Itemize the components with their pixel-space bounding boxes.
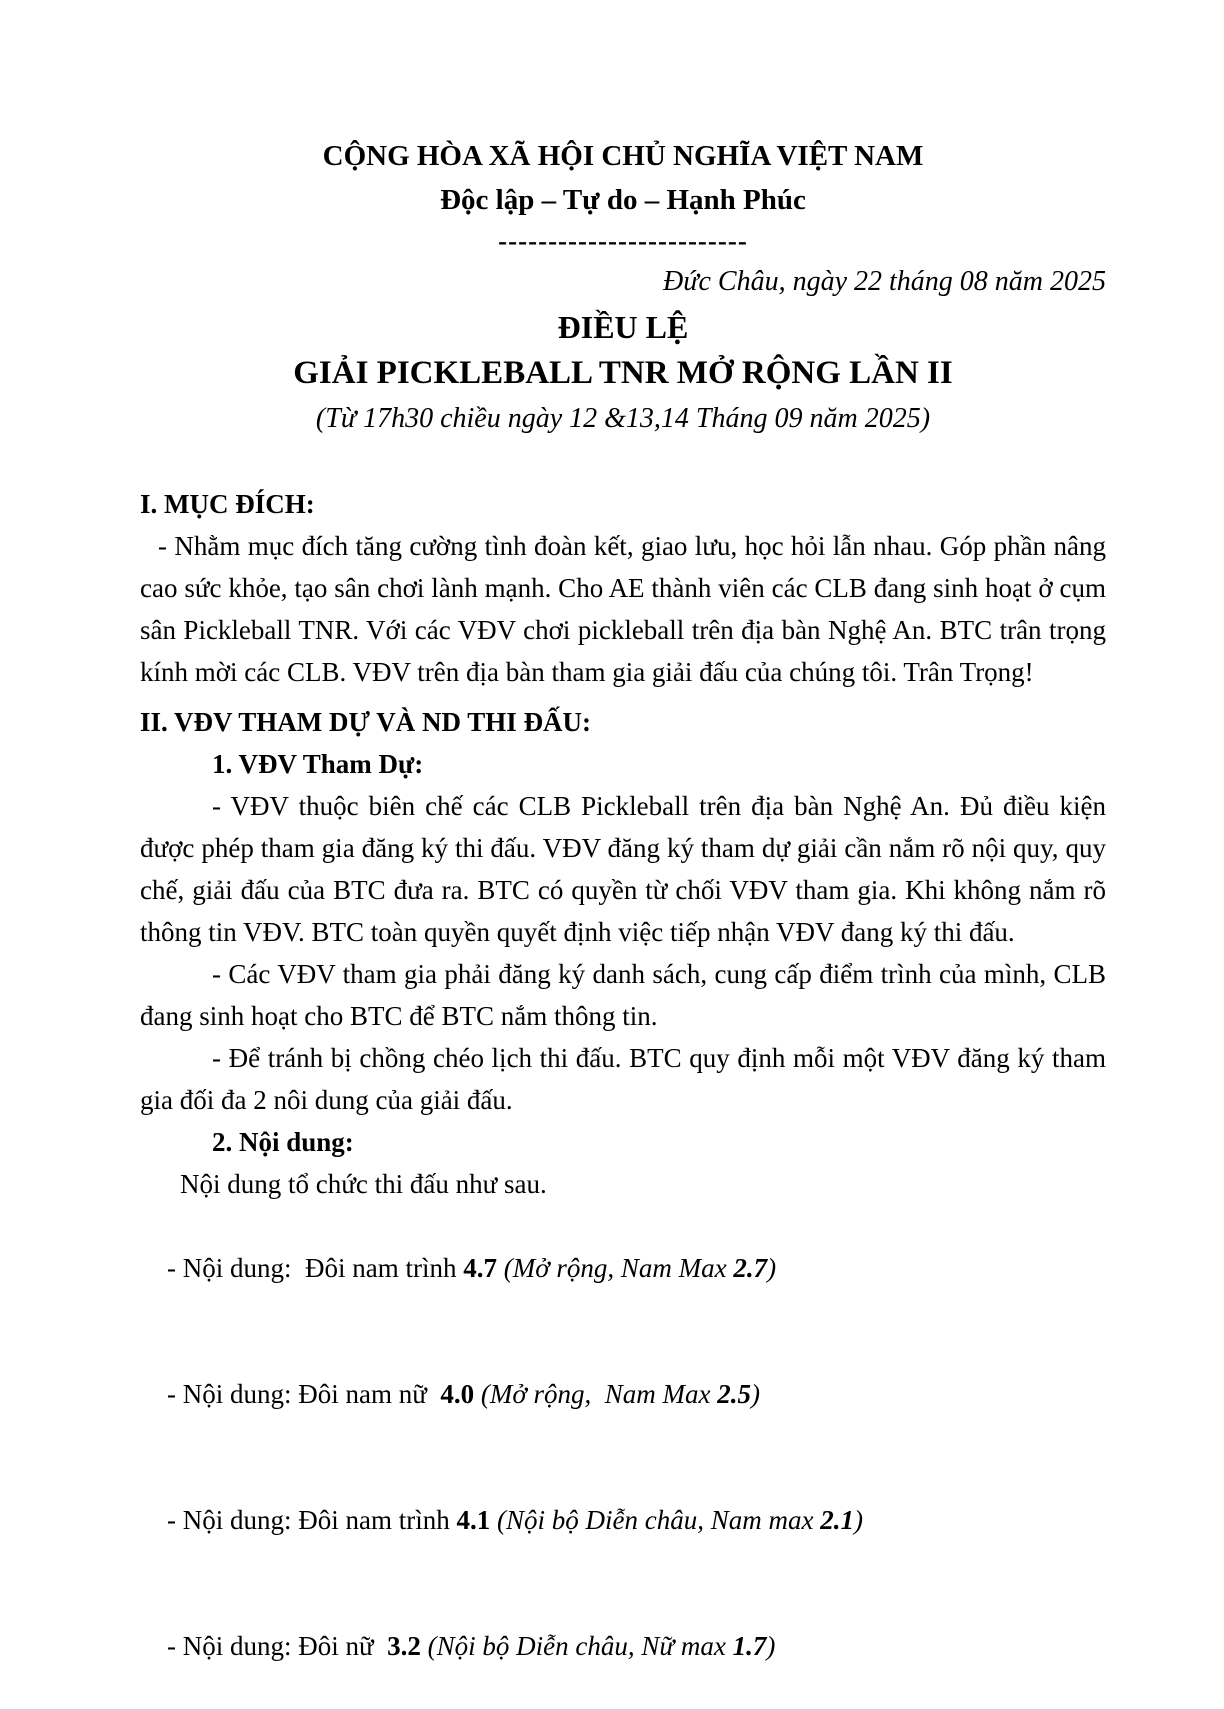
document-schedule-note: (Từ 17h30 chiều ngày 12 &13,14 Tháng 09 năm 2025) bbox=[315, 403, 931, 434]
item-note-text: (Mở rộng, Nam Max bbox=[474, 1379, 718, 1409]
item-note-max-value: 1.7 bbox=[732, 1631, 767, 1661]
content-item-women-doubles-32 bbox=[140, 1583, 1106, 1709]
contents-intro-line: Nội dung tổ chức thi đấu như sau. bbox=[180, 1169, 547, 1199]
item-note-text: (Mở rộng, Nam Max bbox=[496, 1253, 734, 1283]
section2-sub1-heading: 1. VĐV Tham Dự: bbox=[212, 749, 424, 779]
place-and-date-line: Đức Châu, ngày 22 tháng 08 năm 2025 bbox=[662, 266, 1106, 297]
item-note-max-value: 2.5 bbox=[717, 1379, 752, 1409]
section2-sub1-paragraph3: - Để tránh bị chồng chéo lịch thi đấu. BTC quy định mỗi một VĐV đăng ký tham gia đối đa 2 nôi dung của giải đấu. bbox=[140, 1043, 1113, 1115]
item-note-close: ) bbox=[853, 1505, 863, 1535]
item-level-value: 4.7 bbox=[463, 1253, 497, 1283]
header-separator-dashes: ------------------------- bbox=[498, 226, 748, 256]
document-title-line1: ĐIỀU LỆ bbox=[557, 309, 689, 345]
item-note-text: (Nội bộ Diễn châu, Nữ max bbox=[420, 1631, 733, 1661]
item-level-value: 4.0 bbox=[440, 1379, 475, 1409]
item-note-close: ) bbox=[767, 1253, 777, 1283]
content-item-men-doubles-41 bbox=[140, 1457, 1106, 1583]
item-note-close: ) bbox=[751, 1379, 761, 1409]
item-note-close: ) bbox=[766, 1631, 776, 1661]
item-level-value: 3.2 bbox=[387, 1631, 421, 1661]
content-item-men-doubles-47 bbox=[140, 1205, 1106, 1331]
item-text: - Nội dung: Đôi nam nữ bbox=[167, 1379, 441, 1409]
section2-heading: II. VĐV THAM DỰ VÀ ND THI ĐẤU: bbox=[140, 707, 592, 737]
document-title-line2: GIẢI PICKLEBALL TNR MỞ RỘNG LẦN II bbox=[293, 355, 953, 391]
section2-sub1-paragraph1: - VĐV thuộc biên chế các CLB Pickleball trên địa bàn Nghệ An. Đủ điều kiện được phép tham gia đăng ký thi đấu. VĐV đăng ký tham dự giải cần nắm rõ nội quy, quy chế, giải đấu của BTC đưa ra. BTC có quyền từ chối VĐV tham gia. Khi không nắm rõ thông tin VĐV. BTC toàn quyền quyết định việc tiếp nhận VĐV đang ký thi đấu. bbox=[140, 791, 1113, 947]
item-text: - Nội dung: Đôi nam trình bbox=[167, 1505, 457, 1535]
item-text: - Nội dung: Đôi nữ bbox=[167, 1631, 388, 1661]
item-text: - Nội dung: Đôi nam trình bbox=[167, 1253, 464, 1283]
content-item-mixed-doubles-40 bbox=[140, 1331, 1106, 1457]
item-level-value: 4.1 bbox=[456, 1505, 491, 1535]
item-note-max-value: 2.1 bbox=[820, 1505, 854, 1535]
item-note-text: (Nội bộ Diễn châu, Nam max bbox=[490, 1505, 821, 1535]
national-motto-line1: CỘNG HÒA XÃ HỘI CHỦ NGHĨA VIỆT NAM bbox=[322, 140, 924, 172]
national-motto-line2: Độc lập – Tự do – Hạnh Phúc bbox=[440, 184, 806, 216]
section2-sub1-paragraph2: - Các VĐV tham gia phải đăng ký danh sách, cung cấp điểm trình của mình, CLB đang sinh hoạt cho BTC để BTC nắm thông tin. bbox=[140, 959, 1113, 1031]
section1-paragraph: - Nhằm mục đích tăng cường tình đoàn kết, giao lưu, học hỏi lẫn nhau. Góp phần nâng cao sức khỏe, tạo sân chơi lành mạnh. Cho AE thành viên các CLB đang sinh hoạt ở cụm sân Pickleball TNR. Với các VĐV chơi pickleball trên địa bàn Nghệ An. BTC trân trọng kính mời các CLB. VĐV trên địa bàn tham gia giải đấu của chúng tôi. Trân Trọng! bbox=[140, 531, 1113, 687]
section2-sub2-heading: 2. Nội dung: bbox=[212, 1127, 354, 1157]
section1-heading: I. MỤC ĐÍCH: bbox=[140, 489, 315, 519]
item-note-max-value: 2.7 bbox=[733, 1253, 768, 1283]
